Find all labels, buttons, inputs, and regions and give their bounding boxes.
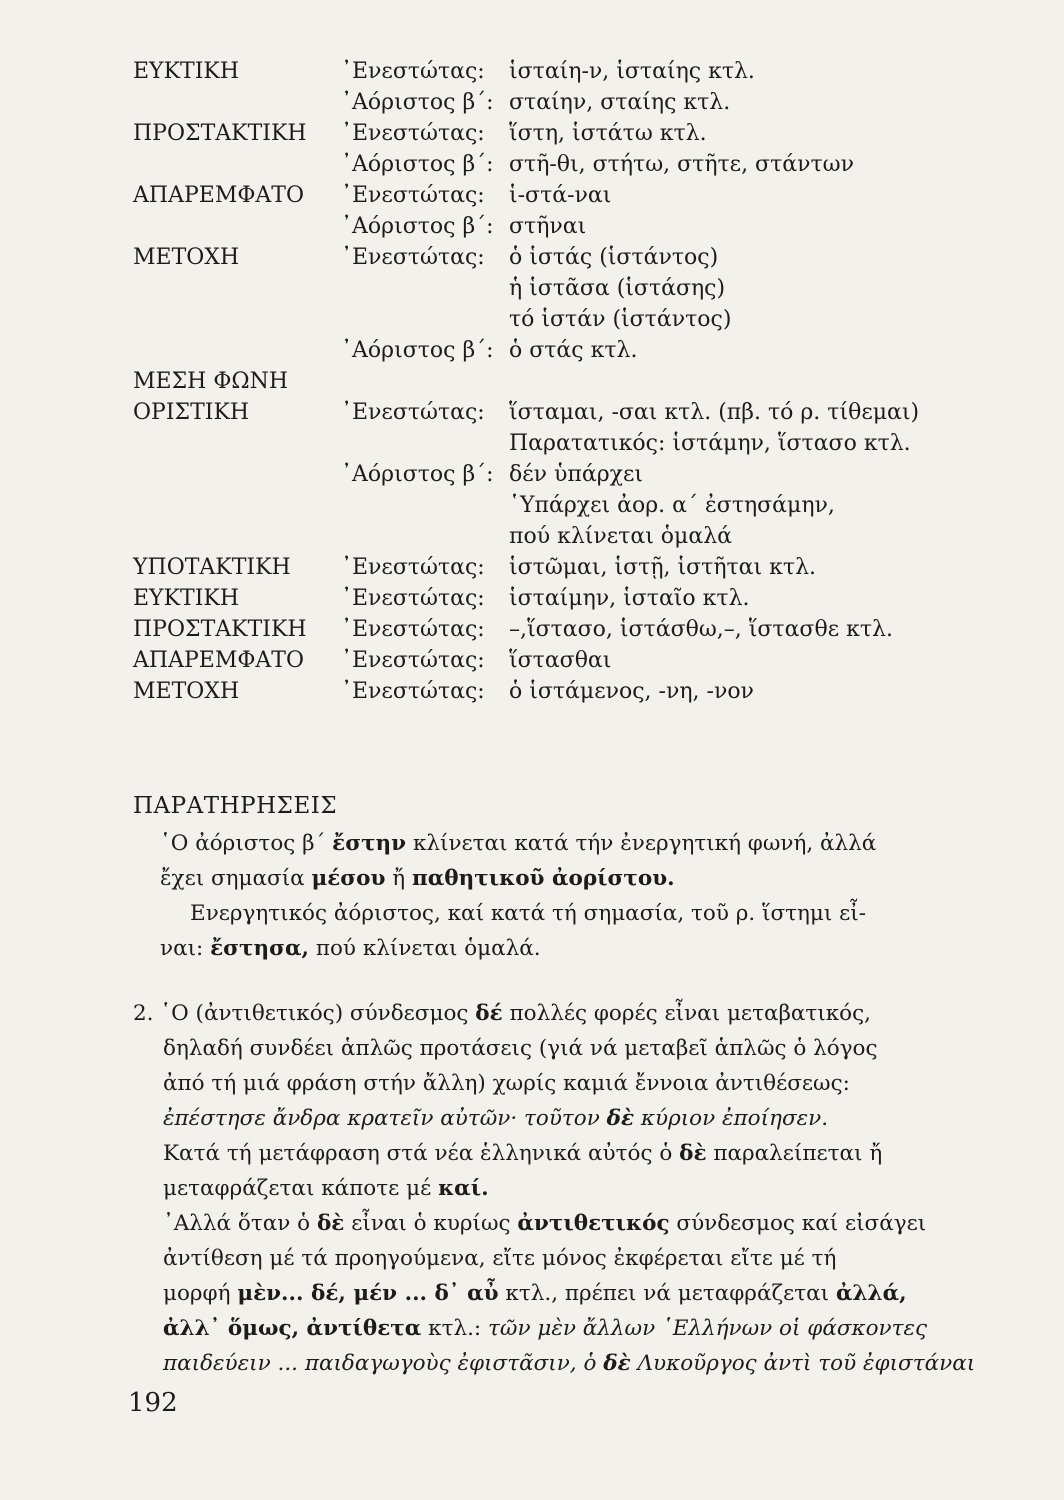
mood-label: ΜΕΤΟΧΗ <box>133 245 240 270</box>
mood-label: ΕΥΚΤΙΚΗ <box>133 59 240 84</box>
verb-forms: ὁ ἱστάς (ἱστάντος) <box>509 245 719 270</box>
mood-label: ΑΠΑΡΕΜΦΑΤΟ <box>133 648 304 673</box>
tense-label: ᾿Αόριστος β΄: <box>341 462 494 487</box>
verb-forms: Παρατατικός: ἱστάμην, ἵστασο κτλ. <box>509 431 911 456</box>
bold-term: μὲν... δέ, μέν ... δ᾿ αὖ <box>237 1281 499 1306</box>
verb-forms: ἱστῶμαι, ἱστῇ, ἱστῆται κτλ. <box>509 555 817 580</box>
note-2-example <box>133 1346 975 1381</box>
note-1-line <box>160 931 876 966</box>
verb-forms: ἵστη, ἱστάτω κτλ. <box>509 121 707 146</box>
verb-forms: πού κλίνεται ὁμαλά <box>509 524 733 549</box>
text: μεταφράζεται κάποτε μέ <box>163 1176 439 1201</box>
note-1-line <box>160 861 876 896</box>
text: εἶναι ὁ κυρίως <box>344 1211 518 1236</box>
verb-forms: δέν ὑπάρχει <box>509 462 643 487</box>
note-2-example <box>133 1101 975 1136</box>
note-2-line <box>133 1171 975 1206</box>
note-1 <box>160 826 876 966</box>
tense-label: ᾿Ενεστώτας: <box>341 586 485 611</box>
verb-forms: –,ἵστασο, ἱστάσθω,–, ἵστασθε κτλ. <box>509 617 893 642</box>
text: πού κλίνεται ὁμαλά. <box>309 936 541 961</box>
note-1-line <box>160 826 876 861</box>
text: σύνδεσμος καί εἰσάγει <box>669 1211 927 1236</box>
text: Κατά τή μετάφραση στά νέα ἑλληνικά αὐτός ὁ <box>163 1141 680 1166</box>
bold-term: ἔστησα, <box>210 936 310 961</box>
tense-label: ᾿Ενεστώτας: <box>341 648 485 673</box>
verb-forms: ἵσταμαι, -σαι κτλ. (πβ. τό ρ. τίθεμαι) <box>509 400 920 425</box>
notes-heading: ΠΑΡΑΤΗΡΗΣΕΙΣ <box>133 793 338 819</box>
verb-forms: τό ἱστάν (ἱστάντος) <box>509 307 732 332</box>
bold-term: ἀλλά, <box>835 1281 907 1306</box>
text: ἀντίθεση μέ τά προηγούμενα, εἴτε μόνος ἐκφέρεται εἴτε μέ τή <box>163 1246 837 1271</box>
bold-term: ἀλλ᾿ ὅμως, ἀντίθετα <box>163 1316 422 1341</box>
mood-label: ΕΥΚΤΙΚΗ <box>133 586 240 611</box>
tense-label: ᾿Ενεστώτας: <box>341 400 485 425</box>
text: μορφή <box>163 1281 238 1306</box>
verb-forms: ἵστασθαι <box>509 648 612 673</box>
tense-label: ᾿Ενεστώτας: <box>341 679 485 704</box>
text: Ενεργητικός ἀόριστος, καί κατά τή σημασία, τοῦ ρ. ἵστημι εἶ- <box>190 901 866 926</box>
verb-forms: στῆ-θι, στήτω, στῆτε, στάντων <box>509 152 854 177</box>
bold-term: μέσου <box>311 866 386 891</box>
text: κτλ.: <box>421 1316 489 1341</box>
text: ἤ <box>385 866 412 891</box>
text: παραλείπεται ἤ <box>706 1141 883 1166</box>
mood-label: ΜΕΣΗ ΦΩΝΗ <box>133 369 289 394</box>
page-number: 192 <box>128 1388 178 1418</box>
tense-label: ᾿Αόριστος β΄: <box>341 90 494 115</box>
mood-label: ΟΡΙΣΤΙΚΗ <box>133 400 250 425</box>
verb-forms: ἱσταίη-ν, ἱσταίης κτλ. <box>509 59 755 84</box>
verb-forms: ὁ στάς κτλ. <box>509 338 638 363</box>
bold-term: δὲ <box>606 1106 635 1131</box>
tense-label: ᾿Αόριστος β΄: <box>341 152 494 177</box>
bold-term: δὲ <box>603 1351 631 1376</box>
note-2-line <box>133 1066 975 1101</box>
verb-forms: στῆναι <box>509 214 587 239</box>
tense-label: ᾿Ενεστώτας: <box>341 121 485 146</box>
tense-label: ᾿Αόριστος β΄: <box>341 214 494 239</box>
note-2-line <box>133 1311 975 1346</box>
tense-label: ᾿Ενεστώτας: <box>341 555 485 580</box>
text: 2. ῾Ο (ἀντιθετικός) σύνδεσμος <box>133 1001 476 1026</box>
tense-label: ᾿Ενεστώτας: <box>341 617 485 642</box>
text: ἔχει σημασία <box>160 866 312 891</box>
mood-label: ΑΠΑΡΕΜΦΑΤΟ <box>133 183 304 208</box>
note-2-line <box>133 1206 975 1241</box>
verb-forms: ἱσταίμην, ἱσταῖο κτλ. <box>509 586 750 611</box>
text: κτλ., πρέπει νά μεταφράζεται <box>498 1281 836 1306</box>
mood-label: ΥΠΟΤΑΚΤΙΚΗ <box>133 555 291 580</box>
text: κύριον ἐποίησεν. <box>634 1106 829 1131</box>
verb-forms: ὁ ἱστάμενος, -νη, -νον <box>509 679 754 704</box>
bold-term: ἔστην <box>332 831 407 856</box>
tense-label: ᾿Αόριστος β΄: <box>341 338 494 363</box>
note-2-line <box>133 1031 975 1066</box>
note-2-line <box>133 1241 975 1276</box>
bold-term: δὲ <box>679 1141 707 1166</box>
bold-term: δὲ <box>316 1211 345 1236</box>
bold-term: καί. <box>438 1176 489 1201</box>
text: ῾Ο ἀόριστος β΄ <box>160 831 333 856</box>
verb-forms: ἱ-στά-ναι <box>509 183 612 208</box>
tense-label: ᾿Ενεστώτας: <box>341 59 485 84</box>
tense-label: ᾿Ενεστώτας: <box>341 183 485 208</box>
note-2-line <box>133 1136 975 1171</box>
tense-label: ᾿Ενεστώτας: <box>341 245 485 270</box>
verb-forms: ῾Υπάρχει ἀορ. α΄ ἐστησάμην, <box>509 493 835 518</box>
text: ἐπέστησε ἄνδρα κρατεῖν αὐτῶν· τοῦτον <box>163 1106 607 1131</box>
text: ἀπό τή μιά φράση στήν ἄλλη) χωρίς καμιά ἔννοια ἀντιθέσεως: <box>163 1071 850 1096</box>
verb-forms: σταίην, σταίης κτλ. <box>509 90 731 115</box>
mood-label: ΜΕΤΟΧΗ <box>133 679 240 704</box>
text: Λυκοῦργος ἀντὶ τοῦ ἐφιστάναι <box>630 1351 976 1376</box>
mood-label: ΠΡΟΣΤΑΚΤΙΚΗ <box>133 617 307 642</box>
text: ναι: <box>160 936 211 961</box>
text: πολλές φορές εἶναι μεταβατικός, <box>502 1001 872 1026</box>
note-2 <box>133 996 975 1381</box>
mood-label: ΠΡΟΣΤΑΚΤΙΚΗ <box>133 121 307 146</box>
greek-quote: τῶν μὲν ἄλλων ῾Ελλήνων οἱ φάσκοντες <box>488 1316 928 1341</box>
note-2-line <box>133 996 975 1031</box>
bold-term: δέ <box>475 1001 503 1026</box>
text: δηλαδή συνδέει ἁπλῶς προτάσεις (γιά νά μεταβεῖ ἁπλῶς ὁ λόγος <box>163 1036 878 1061</box>
bold-term: παθητικοῦ ἀορίστου. <box>411 866 675 891</box>
bold-term: ἀντιθετικός <box>517 1211 670 1236</box>
text: παιδεύειν ... παιδαγωγοὺς ἐφιστᾶσιν, ὁ <box>163 1351 604 1376</box>
note-2-line <box>133 1276 975 1311</box>
text: κλίνεται κατά τήν ἐνεργητική φωνή, ἀλλά <box>406 831 877 856</box>
verb-forms: ἡ ἱστᾶσα (ἱστάσης) <box>509 276 726 301</box>
text: ᾿Αλλά ὅταν ὁ <box>163 1211 317 1236</box>
note-1-line <box>160 896 876 931</box>
